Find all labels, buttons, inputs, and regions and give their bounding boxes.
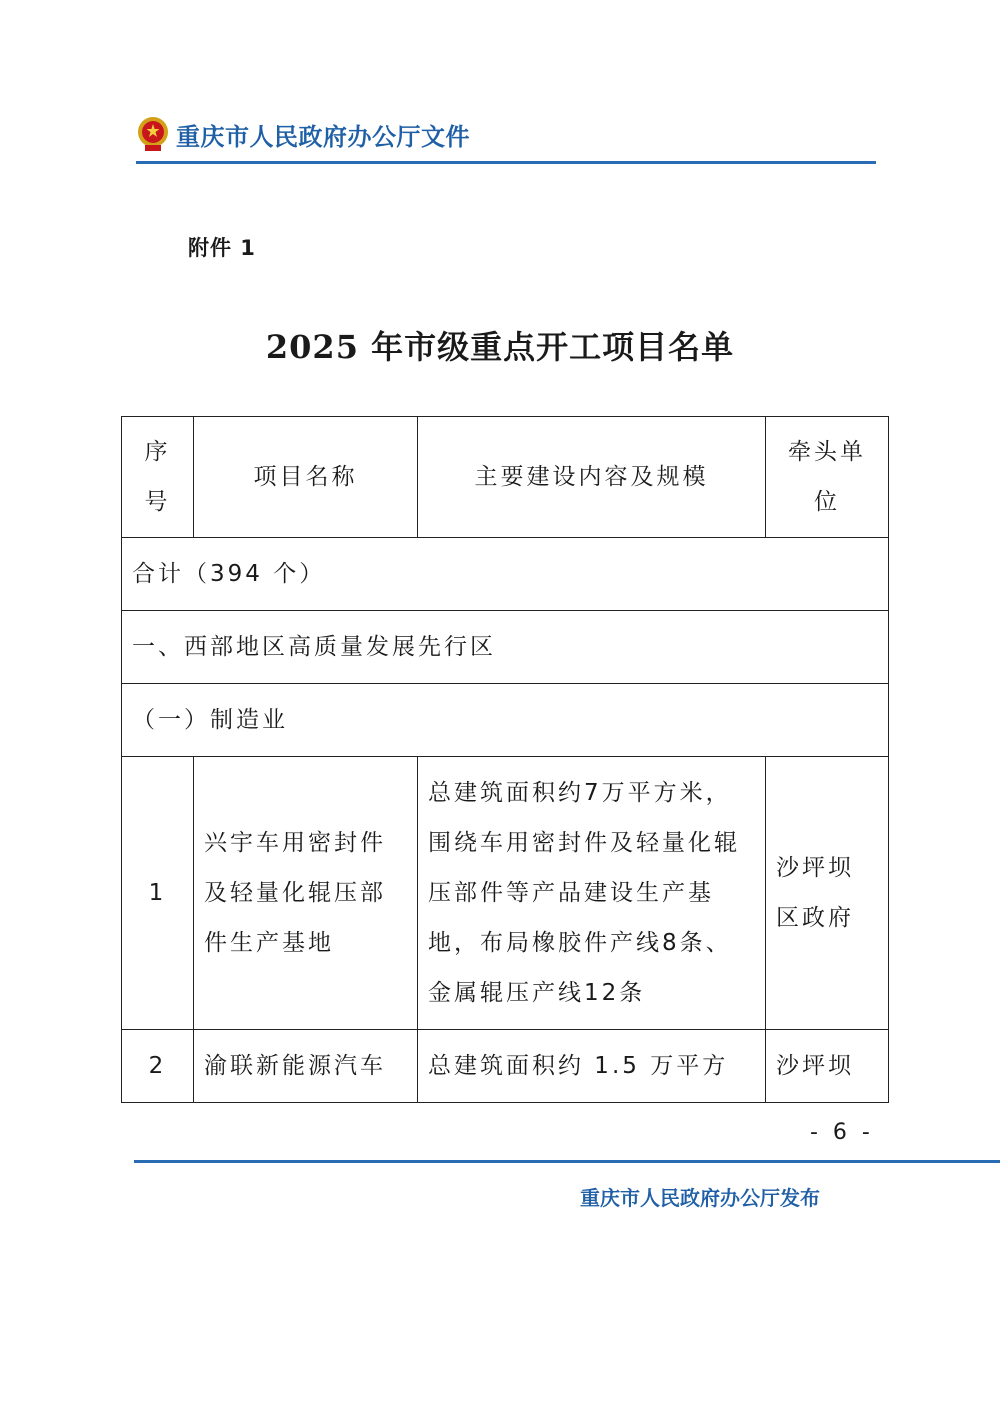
footer-publisher: 重庆市人民政府办公厅发布: [580, 1186, 820, 1210]
row-number: 1: [122, 757, 194, 1030]
row-number: 2: [122, 1030, 194, 1103]
document-header: [136, 112, 470, 156]
total-row: 合计（394 个）: [122, 538, 889, 611]
table-row: [122, 1030, 889, 1103]
header-divider: [136, 161, 876, 164]
project-name: 渝联新能源汽车: [194, 1030, 418, 1103]
footer-divider: [134, 1160, 1000, 1163]
document-title: 2025 年市级重点开工项目名单: [265, 328, 735, 366]
lead-unit: 沙坪坝: [766, 1030, 889, 1103]
lead-unit: 沙坪坝区政府: [766, 757, 889, 1030]
column-header: 主要建设内容及规模: [418, 417, 766, 538]
project-content: 总建筑面积约7万平方米，围绕车用密封件及轻量化辊压部件等产品建设生产基地，布局橡胶件产线8条、金属辊压产线12条: [418, 757, 766, 1030]
table-row: [122, 611, 889, 684]
page-number: - 6 -: [810, 1120, 874, 1145]
column-header: 牵头单位: [766, 417, 889, 538]
project-table: [121, 416, 889, 1103]
table-header-row: [122, 417, 889, 538]
header-title: 重庆市人民政府办公厅文件: [176, 122, 470, 151]
column-header: 序号: [122, 417, 194, 538]
table-row: [122, 757, 889, 1030]
table-row: [122, 538, 889, 611]
subsection-row: （一）制造业: [122, 684, 889, 757]
section-row: 一、西部地区高质量发展先行区: [122, 611, 889, 684]
project-name: 兴宇车用密封件及轻量化辊压部件生产基地: [194, 757, 418, 1030]
attachment-label: 附件 1: [188, 236, 256, 260]
national-emblem-icon: [136, 115, 170, 153]
table-row: [122, 684, 889, 757]
project-content: 总建筑面积约 1.5 万平方: [418, 1030, 766, 1103]
column-header: 项目名称: [194, 417, 418, 538]
